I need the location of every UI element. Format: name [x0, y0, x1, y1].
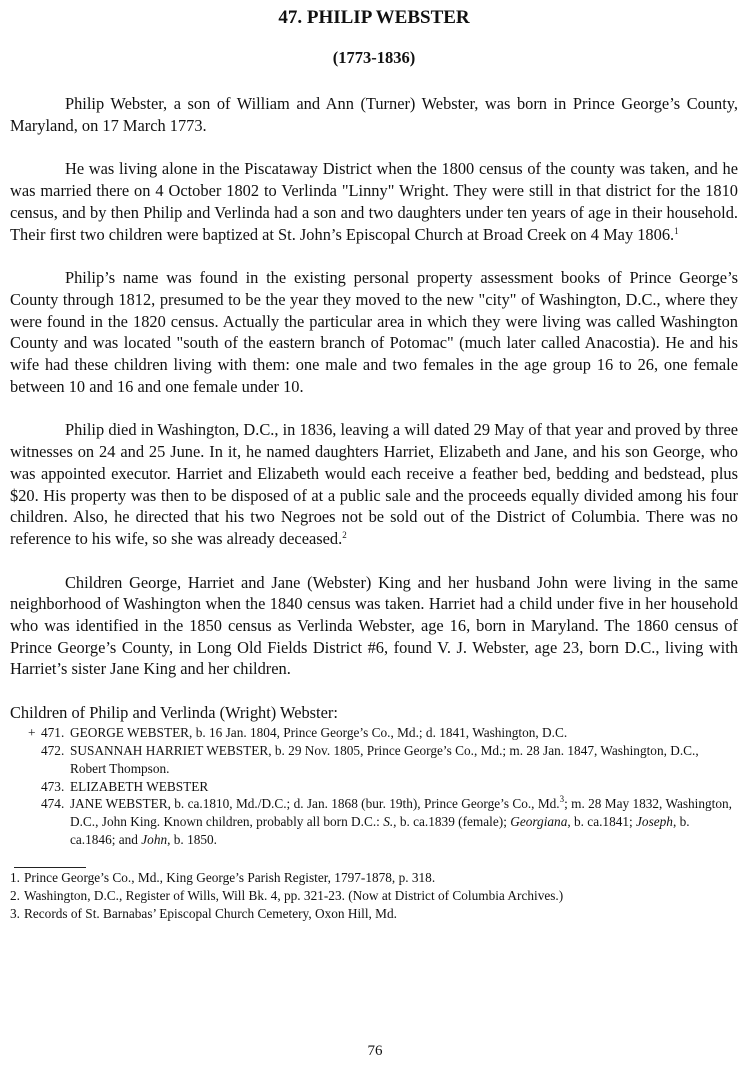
paragraph-will [10, 419, 738, 549]
page-number: 76 [367, 1043, 383, 1059]
entry-text: ; m. 28 May 1832, Washington, D.C., John King. Known children, probably all born D.C.: [70, 796, 732, 830]
child-name: Georgiana [510, 814, 568, 830]
paragraph-birth [10, 93, 738, 136]
child-name: Joseph [636, 814, 673, 830]
footnote [10, 869, 738, 887]
list-item [10, 742, 738, 778]
children-heading: Children of Philip and Verlinda (Wright) Webster: [10, 703, 338, 723]
paragraph-text: Children George, Harriet and Jane (Webster) King and her husband John were living in the same neighborhood of Washington when the 1840 census was taken. Harriet had a child under five in her household who was identified in the 1850 census as Verlinda Webster, age 16, born in Maryland. The 1860 census of Prince George’s County, in Long Old Fields District #6, found V. J. Webster, age 23, born D.C., living with Harriet’s sister Jane King and her children. [10, 572, 738, 679]
entry-text: JANE WEBSTER, b. ca.1810, Md./D.C.; d. Jan. 1868 (bur. 19th), Prince George’s Co., Md. [70, 796, 560, 812]
child-entry: ELIZABETH WEBSTER [70, 778, 209, 794]
entry-text: , b. ca.1846; and [70, 814, 690, 847]
child-entry: GEORGE WEBSTER, b. 16 Jan. 1804, Prince George’s Co., Md.; d. 1841, Washington, D.C. [70, 725, 568, 741]
footnote [10, 887, 738, 905]
footnote-number: 1. [10, 869, 20, 885]
footnote-ref-3: 3 [559, 794, 565, 805]
footnote-text: Records of St. Barnabas’ Episcopal Church Cemetery, Oxon Hill, Md. [24, 905, 397, 921]
footnote-number: 3. [10, 905, 20, 921]
page-title: 47. PHILIP WEBSTER [278, 7, 470, 28]
document-page [10, 6, 738, 923]
list-item [10, 778, 738, 796]
entry-text: , b. ca.1839 (female); [393, 814, 511, 830]
footnote-text: Washington, D.C., Register of Wills, Will Bk. 4, pp. 321-23. (Now at District of Columbia Archives.) [24, 887, 564, 903]
entry-text: , b. 1850. [167, 831, 217, 847]
footnote [10, 905, 738, 923]
paragraph-text: Philip Webster, a son of William and Ann (Turner) Webster, was born in Prince George’s County, Maryland, on 17 March 1773. [10, 94, 738, 135]
footnote-divider [14, 867, 86, 868]
continued-marker: + [28, 725, 36, 741]
child-name: S. [383, 814, 394, 830]
children-list [10, 724, 738, 849]
footnote-ref-2: 2 [342, 529, 347, 540]
life-dates: (1773-1836) [332, 48, 416, 67]
child-entry [66, 795, 738, 848]
footnote-number: 2. [10, 887, 20, 903]
footnote-text: Prince George’s Co., Md., King George’s Parish Register, 1797-1878, p. 318. [24, 869, 436, 885]
paragraph-text: Philip died in Washington, D.C., in 1836, leaving a will dated 29 May of that year and proved by three witnesses on 24 and 25 June. In it, he named daughters Harriet, Elizabeth and Jane, and his son George, who was appointed executor. Harriet and Elizabeth would each receive a feather bed, bedding and bedstead, plus $20. His property was then to be disposed of at a public sale and the proceeds equally divided among his four children. Also, he directed that his two Negroes not be sold out of the District of Columbia. There was no reference to his wife, so she was already deceased. [10, 420, 738, 548]
footnote-ref-1: 1 [674, 225, 679, 236]
paragraph-marriage [10, 158, 738, 245]
list-item [10, 795, 738, 848]
entry-text: , b. ca.1841; [567, 814, 637, 830]
paragraph-children-census [10, 572, 738, 681]
child-number: 473. [41, 778, 65, 794]
child-entry: SUSANNAH HARRIET WEBSTER, b. 29 Nov. 1805, Prince George’s Co., Md.; m. 28 Jan. 1847, Washington, D.C., Robert Thompson. [70, 742, 699, 776]
footnotes [10, 869, 738, 923]
child-number: 472. [41, 742, 65, 758]
paragraph-text: He was living alone in the Piscataway District when the 1800 census of the county was taken, and he was married there on 4 October 1802 to Verlinda "Linny" Wright. They were still in that district for the 1810 census, and by then Philip and Verlinda had a son and two daughters under ten years of age in their household. Their first two children were baptized at St. John’s Episcopal Church at Broad Creek on 4 May 1806. [10, 159, 738, 244]
paragraph-washington [10, 267, 738, 397]
child-number: 474. [41, 796, 65, 812]
child-name: John [141, 831, 168, 847]
child-number: 471. [41, 725, 65, 741]
paragraph-text: Philip’s name was found in the existing personal property assessment books of Prince George’s County through 1812, presumed to be the year they moved to the new "city" of Washington, D.C., where they were found in the 1820 census. Actually the particular area in which they were living was called Washington County and was located "south of the eastern branch of Potomac" (much later called Anacostia). He and his wife had these children living with them: one male and two females in the age group 16 to 26, one female between 10 and 16 and one female under 10. [10, 268, 738, 396]
list-item [10, 724, 738, 742]
